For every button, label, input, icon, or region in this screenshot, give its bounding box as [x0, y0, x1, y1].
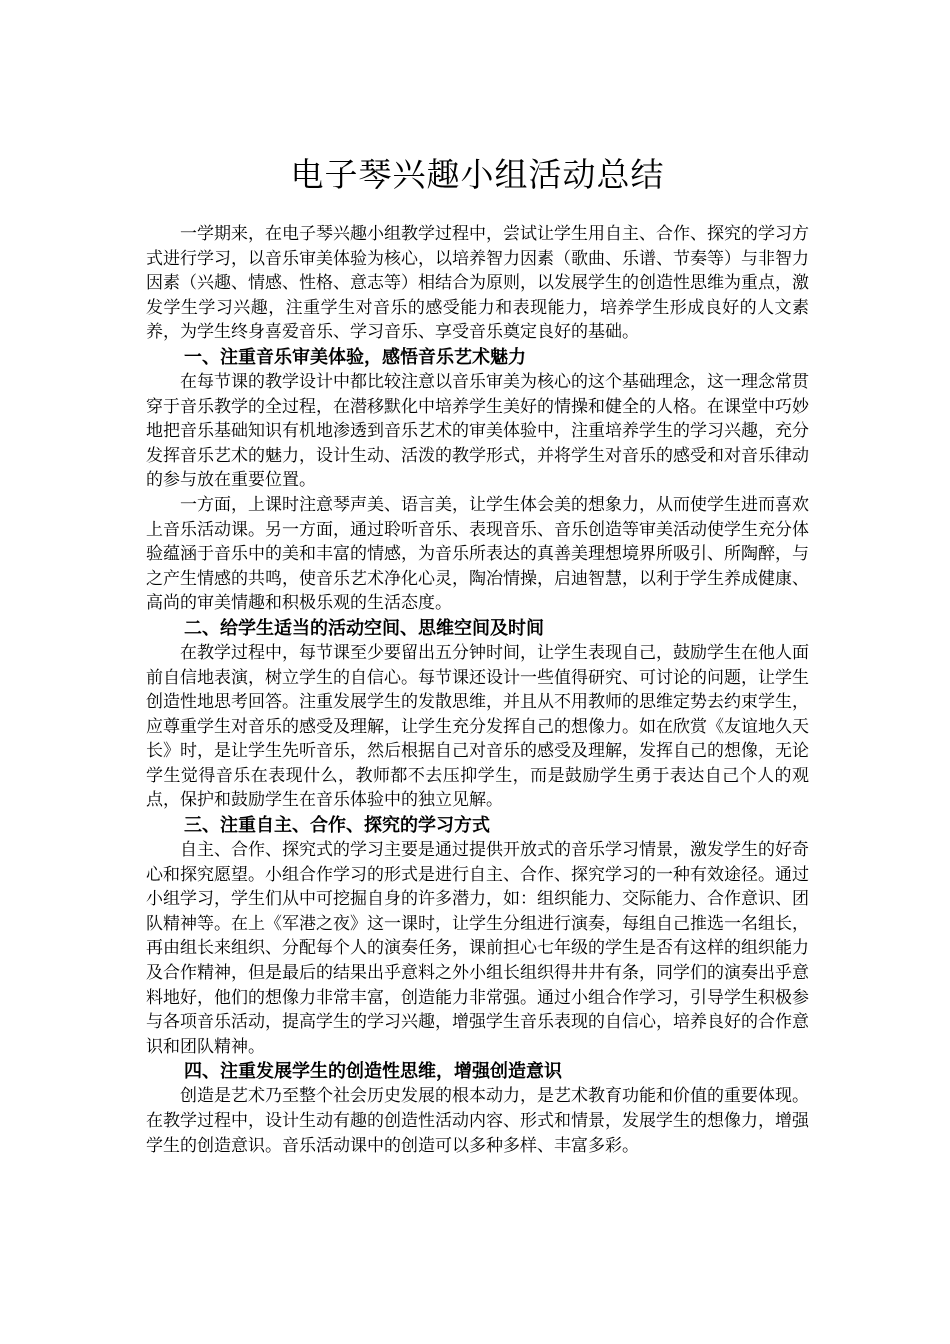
section-3-paragraph-1: 自主、合作、探究式的学习主要是通过提供开放式的音乐学习情景，激发学生的好奇心和探究愿望。小组合作学习的形式是进行自主、合作、探究学习的一种有效途径。通过小组学习，学生们从中可挖掘自身的许多潜力，如：组织能力、交际能力、合作意识、团队精神等。在上《军港之夜》这一课时，让学生分组进行演奏，每组自己推选一名组长，再由组长来组织、分配每个人的演奏任务，课前担心七年级的学生是否有这样的组织能力及合作精神，但是最后的结果出乎意料之外小组长组织得井井有条，同学们的演奏出乎意料地好，他们的想像力非常丰富，创造能力非常强。通过小组合作学习，引导学生积极参与各项音乐活动，提高学生的学习兴趣，增强学生音乐表现的自信心，培养良好的合作意识和团队精神。	[146, 840, 809, 1057]
section-1-paragraph-1: 在每节课的教学设计中都比较注意以音乐审美为核心的这个基础理念，这一理念常贯穿于音乐教学的全过程，在潜移默化中培养学生美好的情操和健全的人格。在课堂中巧妙地把音乐基础知识有机地渗透到音乐艺术的审美体验中，注重培养学生的学习兴趣，充分发挥音乐艺术的魅力，设计生动、活泼的教学形式，并将学生对音乐的感受和对音乐律动的参与放在重要位置。	[146, 371, 809, 491]
section-2-paragraph-1: 在教学过程中，每节课至少要留出五分钟时间，让学生表现自己，鼓励学生在他人面前自信地表演，树立学生的自信心。每节课还设计一些值得研究、可讨论的问题，让学生创造性地思考回答。注重发展学生的发散思维，并且从不用教师的思维定势去约束学生，应尊重学生对音乐的感受及理解，让学生充分发挥自己的想像力。如在欣赏《友谊地久天长》时，是让学生先听音乐，然后根据自己对音乐的感受及理解，发挥自己的想像，无论学生觉得音乐在表现什么，教师都不去压抑学生，而是鼓励学生勇于表达自己个人的观点，保护和鼓励学生在音乐体验中的独立见解。	[146, 642, 809, 811]
section-3-heading: 三、注重自主、合作、探究的学习方式	[184, 815, 490, 837]
section-4-heading: 四、注重发展学生的创造性思维，增强创造意识	[184, 1061, 562, 1083]
section-1-paragraph-2: 一方面，上课时注意琴声美、语言美，让学生体会美的想象力，从而使学生进而喜欢上音乐活动课。另一方面，通过聆听音乐、表现音乐、音乐创造等审美活动使学生充分体验蕴涵于音乐中的美和丰富的情感，为音乐所表达的真善美理想境界所吸引、所陶醉，与之产生情感的共鸣，使音乐艺术净化心灵，陶冶情操，启迪智慧，以利于学生养成健康、高尚的审美情趣和积极乐观的生活态度。	[146, 494, 809, 614]
section-2-heading: 二、给学生适当的活动空间、思维空间及时间	[184, 617, 544, 639]
section-1-heading: 一、注重音乐审美体验，感悟音乐艺术魅力	[184, 346, 526, 368]
intro-paragraph: 一学期来，在电子琴兴趣小组教学过程中，尝试让学生用自主、合作、探究的学习方式进行学习，以音乐审美体验为核心，以培养智力因素（歌曲、乐谱、节奏等）与非智力因素（兴趣、情感、性格、意志等）相结合为原则，以发展学生的创造性思维为重点，激发学生学习兴趣，注重学生对音乐的感受能力和表现能力，培养学生形成良好的人文素养，为学生终身喜爱音乐、学习音乐、享受音乐奠定良好的基础。	[146, 224, 809, 343]
document-page	[146, 150, 809, 1158]
document-title: 电子琴兴趣小组活动总结	[290, 155, 665, 194]
section-4-paragraph-1: 创造是艺术乃至整个社会历史发展的根本动力，是艺术教育功能和价值的重要体现。在教学过程中，设计生动有趣的创造性活动内容、形式和情景，发展学生的想像力，增强学生的创造意识。音乐活动课中的创造可以多种多样、丰富多彩。	[146, 1086, 809, 1156]
